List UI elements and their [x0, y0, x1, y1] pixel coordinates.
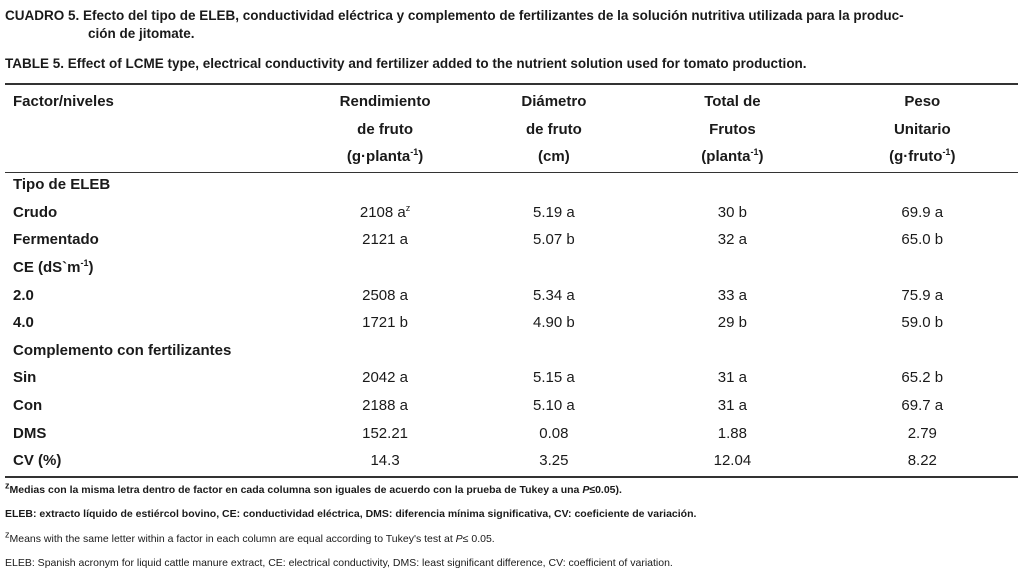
table-row-cv: [5, 447, 1018, 475]
cell-diametro: 5.10 a: [533, 397, 575, 415]
cell-rendimiento-text: 2108 a: [359, 203, 406, 221]
footnote-es-abbrev: ELEB: extracto líquido de estiércol bovino, CE: conductividad eléctrica, DMS: diferencia mínima significativa, CV: coeficiente de variación.: [5, 508, 697, 520]
cell-peso: 69.7 a: [901, 397, 944, 415]
header-rendimiento-sup: -1: [410, 147, 419, 157]
footnote-en-tukey-text: Means with the same letter within a factor in each column are equal according to Tukey's test at: [9, 533, 456, 545]
footnote-es-tukey-sup: z: [5, 480, 10, 491]
cell-total: 29 b: [717, 314, 747, 332]
cell-rendimiento: [301, 199, 470, 227]
cell-rendimiento: 152.21: [362, 424, 409, 442]
header-row: [5, 88, 1018, 171]
header-rendimiento-l2: de fruto: [357, 120, 413, 138]
caption-es-line2: ción de jitomate.: [88, 26, 195, 41]
group-ce-text: CE (dS`m: [13, 259, 81, 277]
cell-total: 31 a: [717, 369, 747, 387]
header-rendimiento-close: ): [418, 148, 424, 165]
group-row-tipo: [5, 171, 1018, 199]
cell-total: 32 a: [717, 231, 747, 249]
header-total: [638, 88, 826, 171]
cell-total: 31 a: [717, 397, 747, 415]
header-total-l2: Frutos: [709, 120, 756, 138]
footnote-es-tukey: [5, 480, 622, 497]
results-table: [5, 88, 1018, 475]
cell-peso: 69.9 a: [901, 203, 944, 221]
footnote-es-tukey-text: Medias con la misma letra dentro de factor en cada columna son iguales de acuerdo con la prueba de Tukey a una: [9, 484, 583, 496]
header-diametro: [470, 88, 639, 171]
header-total-l3: (planta: [701, 148, 751, 165]
cell-total: 12.04: [713, 452, 752, 470]
footnote-en-abbrev: ELEB: Spanish acronym for liquid cattle manure extract, CE: electrical conductivity, DMS: least significant difference, CV: coefficient of variation.: [5, 557, 673, 569]
header-total-sup: -1: [750, 147, 759, 157]
row-label: 4.0: [13, 314, 34, 332]
cell-peso: 65.2 b: [901, 369, 944, 387]
caption-spanish: [5, 7, 1017, 43]
header-rendimiento-l1: Rendimiento: [339, 93, 431, 110]
header-diametro-l3: (cm): [538, 148, 570, 165]
footnote-es-tukey-end: ≤0.05).: [589, 484, 622, 496]
row-label: Crudo: [13, 203, 58, 221]
header-diametro-l1: Diámetro: [521, 93, 587, 110]
cell-diametro: 4.90 b: [533, 314, 575, 332]
header-peso: [827, 88, 1018, 171]
caption-english: TABLE 5. Effect of LCME type, electrical conductivity and fertilizer added to the nutrient solution used for tomato production.: [5, 56, 807, 71]
cell-rendimiento: 2188 a: [362, 397, 409, 415]
table-row-fermentado: [5, 226, 1018, 254]
header-factor-text: Factor/niveles: [13, 93, 114, 110]
row-label: Fermentado: [13, 231, 99, 249]
cell-rendimiento: 14.3: [370, 452, 400, 470]
cell-diametro: 3.25: [539, 452, 569, 470]
cell-diametro: 5.19 a: [533, 203, 575, 221]
cell-peso: 59.0 b: [901, 314, 944, 332]
row-label: Con: [13, 397, 43, 415]
cell-peso: 2.79: [907, 424, 937, 442]
group-row-complemento: [5, 337, 1018, 365]
cell-total: 30 b: [717, 203, 747, 221]
table-row-ce-2: [5, 281, 1018, 309]
cell-peso: 75.9 a: [901, 286, 944, 304]
table-row-crudo: [5, 199, 1018, 227]
group-label-complemento: Complemento con fertilizantes: [13, 341, 232, 359]
table-row-con: [5, 392, 1018, 420]
cell-peso: 8.22: [907, 452, 937, 470]
footnote-en-tukey: [5, 529, 495, 546]
header-rendimiento-l3: (g·planta: [346, 148, 411, 165]
row-label: DMS: [13, 424, 47, 442]
row-label: 2.0: [13, 286, 34, 304]
table-row-sin: [5, 364, 1018, 392]
header-peso-sup: -1: [942, 147, 951, 157]
group-label-tipo: Tipo de ELEB: [13, 176, 111, 194]
cell-rendimiento: 2042 a: [362, 369, 409, 387]
group-ce-close: ): [88, 259, 94, 277]
cell-rendimiento: 1721 b: [362, 314, 409, 332]
cell-diametro: 5.15 a: [533, 369, 575, 387]
footnote-es-tukey-p: P: [582, 484, 590, 496]
header-peso-close: ): [950, 148, 956, 165]
table-row-ce-4: [5, 309, 1018, 337]
header-peso-l3: (g·fruto: [889, 148, 943, 165]
header-peso-l1: Peso: [904, 93, 941, 110]
cell-total: 1.88: [717, 424, 747, 442]
footnote-en-tukey-p: P: [455, 533, 463, 545]
cell-rendimiento: 2121 a: [362, 231, 409, 249]
footnote-en-tukey-sup: z: [5, 529, 10, 540]
cell-diametro: 0.08: [539, 424, 569, 442]
row-label: Sin: [13, 369, 37, 387]
footnote-en-tukey-end: ≤ 0.05.: [462, 533, 495, 545]
header-factor: [5, 88, 301, 171]
cell-diametro: 5.34 a: [533, 286, 575, 304]
header-total-close: ): [758, 148, 764, 165]
table-row-dms: [5, 419, 1018, 447]
table-top-rule: [5, 83, 1018, 85]
header-peso-l2: Unitario: [893, 120, 951, 138]
table-bottom-rule: [5, 476, 1018, 478]
caption-es-line1: CUADRO 5. Efecto del tipo de ELEB, conductividad eléctrica y complemento de fertilizantes de la solución nutritiva utilizada para la produc-: [5, 8, 904, 23]
header-rendimiento: [301, 88, 470, 171]
cell-rendimiento: 2508 a: [362, 286, 409, 304]
cell-diametro: 5.07 b: [533, 231, 575, 249]
header-diametro-l2: de fruto: [525, 120, 582, 138]
group-label-ce: [5, 254, 1018, 282]
header-total-l1: Total de: [704, 93, 761, 110]
group-ce-sup: -1: [80, 258, 89, 269]
cell-rendimiento-sup: z: [405, 202, 411, 213]
group-row-ce: [5, 254, 1018, 282]
row-label: CV (%): [13, 452, 62, 470]
cell-peso: 65.0 b: [901, 231, 944, 249]
cell-total: 33 a: [717, 286, 747, 304]
